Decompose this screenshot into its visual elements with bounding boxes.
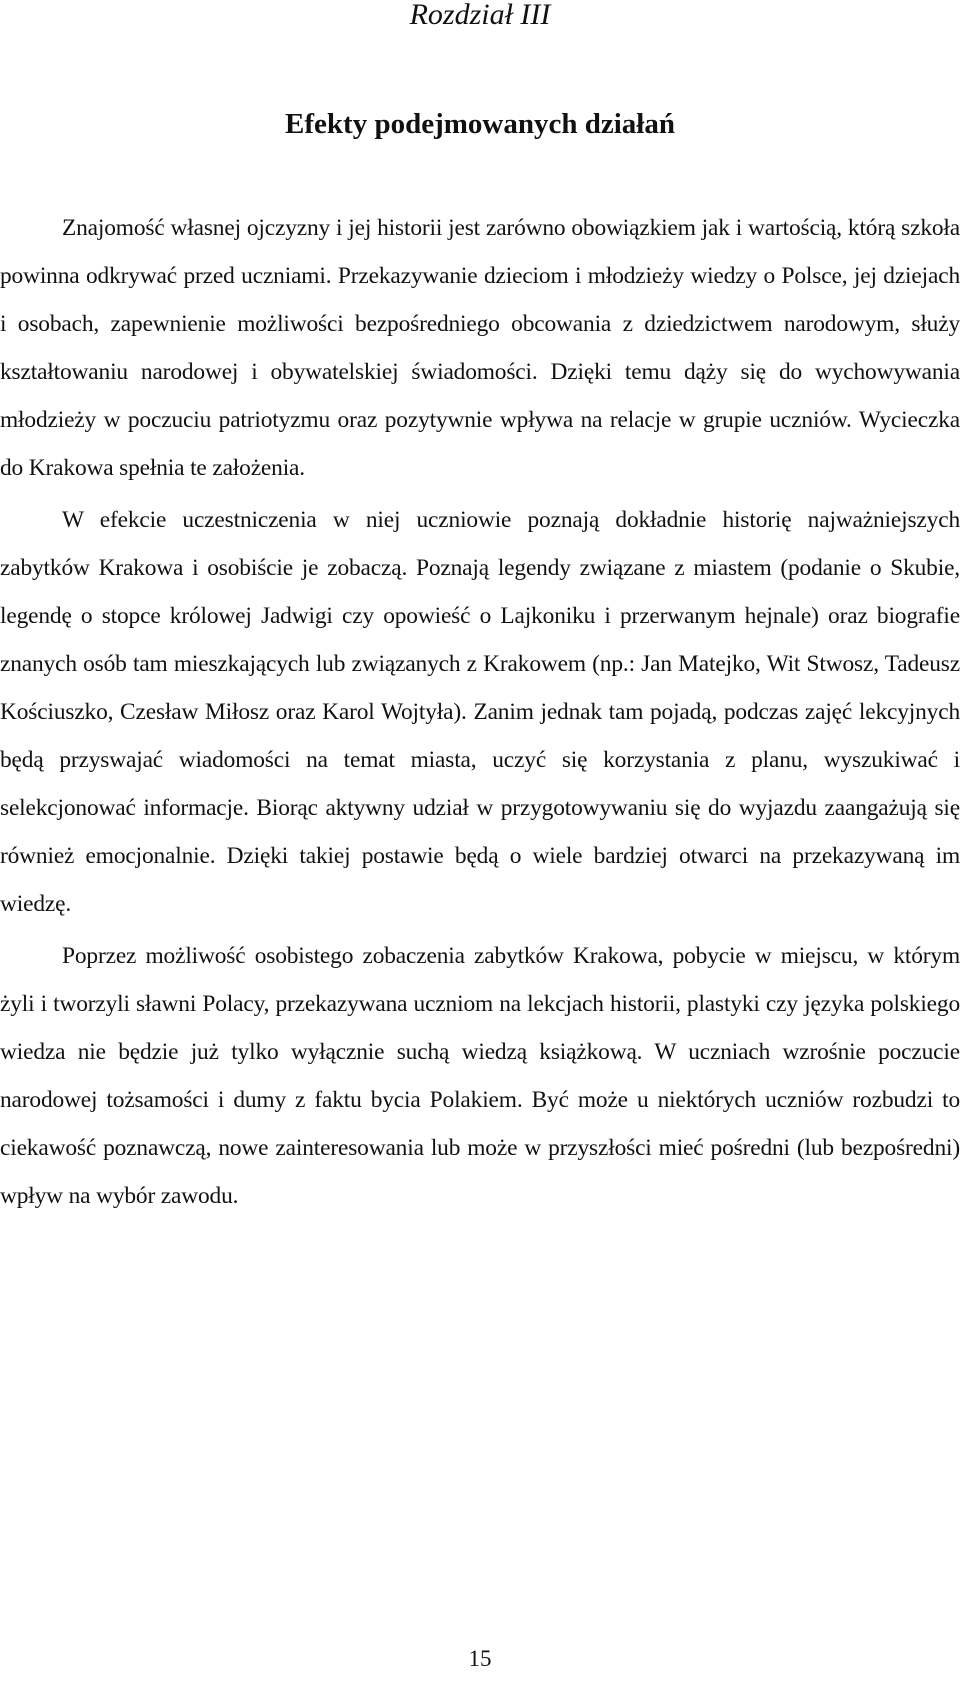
paragraph-1: Znajomość własnej ojczyzny i jej historii jest zarówno obowiązkiem jak i wartością, którą szkoła powinna odkrywać przed uczniami. Przekazywanie dzieciom i młodzieży wiedzy o Polsce, jej dziejach i osobach, zapewnienie możliwości bezpośredniego obcowania z dziedzictwem narodowym, służy kształtowaniu narodowej i obywatelskiej świadomości. Dzięki temu dąży się do wychowywania młodzieży w poczuciu patriotyzmu oraz pozytywnie wpływa na relacje w grupie uczniów. Wycieczka do Krakowa spełnia te założenia. — [0, 215, 960, 481]
section-title: Efekty podejmowanych działań — [285, 108, 675, 140]
paragraph-2: W efekcie uczestniczenia w niej uczniowie poznają dokładnie historię najważniejszych zabytków Krakowa i osobiście je zobaczą. Poznają legendy związane z miastem (podanie o Skubie, legendę o stopce królowej Jadwigi czy opowieść o Lajkoniku i przerwanym hejnale) oraz biografie znanych osób tam mieszkających lub związanych z Krakowem (np.: Jan Matejko, Wit Stwosz, Tadeusz Kościuszko, Czesław Miłosz oraz Karol Wojtyła). Zanim jednak tam pojadą, podczas zajęć lekcyjnych będą przyswajać wiadomości na temat miasta, uczyć się korzystania z planu, wyszukiwać i selekcjonować informacje. Biorąc aktywny udział w przygotowywaniu się do wyjazdu zaangażują się również emocjonalnie. Dzięki takiej postawie będą o wiele bardziej otwarci na przekazywaną im wiedzę. — [0, 507, 960, 917]
page-number: 15 — [468, 1646, 492, 1671]
chapter-heading: Rozdział III — [409, 0, 551, 31]
paragraph-3: Poprzez możliwość osobistego zobaczenia zabytków Krakowa, pobycie w miejscu, w którym żyli i tworzyli sławni Polacy, przekazywana uczniom na lekcjach historii, plastyki czy języka polskiego wiedza nie będzie już tylko wyłącznie suchą wiedzą książkową. W uczniach wzrośnie poczucie narodowej tożsamości i dumy z faktu bycia Polakiem. Być może u niektórych uczniów rozbudzi to ciekawość poznawczą, nowe zainteresowania lub może w przyszłości mieć pośredni (lub bezpośredni) wpływ na wybór zawodu. — [0, 943, 960, 1209]
body-text — [0, 204, 960, 1220]
